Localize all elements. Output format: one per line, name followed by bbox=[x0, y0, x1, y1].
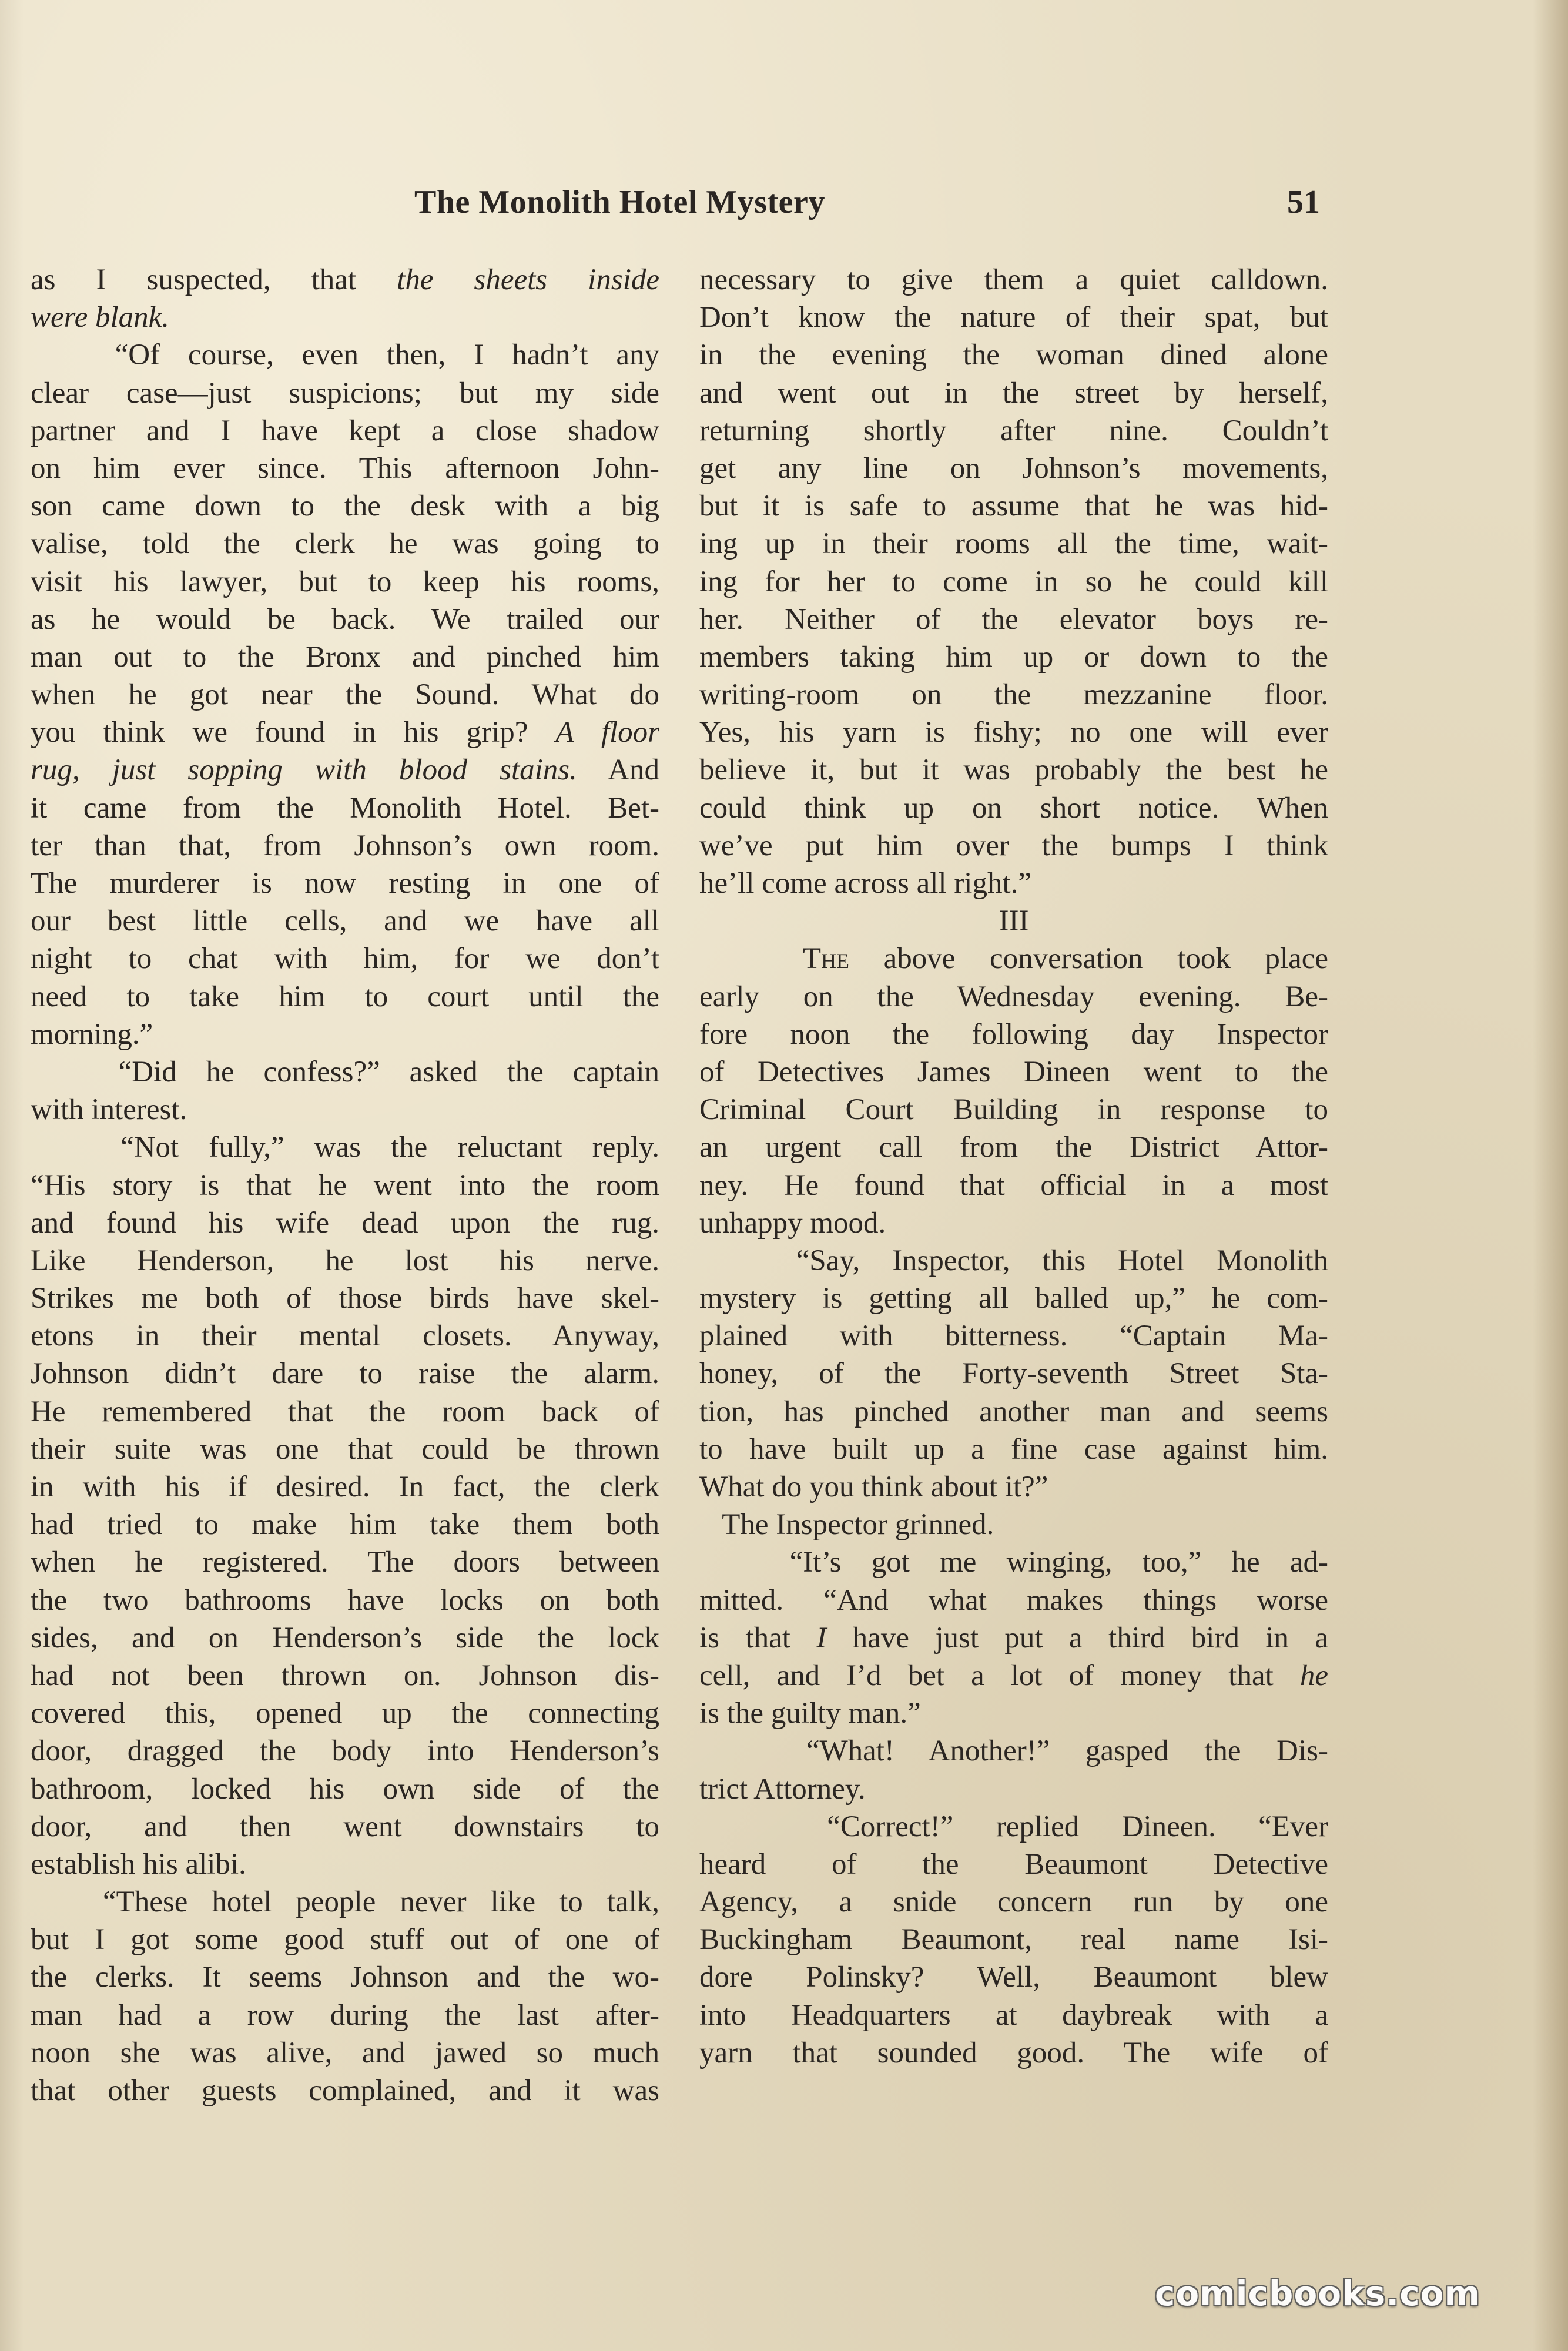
text-line bbox=[699, 1883, 1328, 1921]
text-line bbox=[699, 1393, 1328, 1431]
line-text: “Not fully,” was the reluctant reply. bbox=[31, 1131, 659, 1164]
line-text: covered this, opened up the connecting bbox=[31, 1697, 659, 1730]
line-text: Criminal Court Building in response to bbox=[699, 1093, 1328, 1127]
text-line bbox=[31, 1468, 659, 1506]
text-line bbox=[31, 1242, 659, 1280]
line-text: her. Neither of the elevator boys re- bbox=[699, 602, 1328, 636]
text-line bbox=[31, 1582, 659, 1619]
line-text: could think up on short notice. When bbox=[699, 791, 1328, 825]
text-line bbox=[31, 1883, 659, 1921]
text-line bbox=[31, 1657, 659, 1694]
text-line bbox=[31, 1355, 659, 1392]
line-text: and found his wife dead upon the rug. bbox=[31, 1206, 659, 1240]
text-line bbox=[31, 1997, 659, 2034]
text-line bbox=[699, 1506, 1328, 1543]
text-line bbox=[31, 1958, 659, 1996]
line-text: And bbox=[577, 753, 659, 787]
line-text: partner and I have kept a close shadow bbox=[31, 414, 659, 447]
line-text: What do you think about it?” bbox=[699, 1471, 1048, 1503]
text-line bbox=[699, 1770, 1328, 1808]
line-text: mystery is getting all balled up,” he com- bbox=[699, 1282, 1328, 1315]
text-line bbox=[699, 940, 1328, 977]
line-text: you think we found in his grip? bbox=[31, 716, 556, 749]
line-text: to have built up a fine case against him. bbox=[699, 1432, 1328, 1466]
line-text: noon she was alive, and jawed so much bbox=[31, 2036, 659, 2069]
line-text: “What! Another!” gasped the Dis- bbox=[699, 1734, 1328, 1768]
text-line bbox=[31, 1091, 659, 1128]
site-watermark: comicbooks.com bbox=[1155, 2273, 1480, 2313]
line-text: above conversation took place bbox=[849, 942, 1328, 976]
line-text: “Did he confess?” asked the captain bbox=[31, 1055, 659, 1089]
text-line bbox=[31, 1808, 659, 1846]
text-line bbox=[31, 1431, 659, 1468]
line-text: an urgent call from the District Attor- bbox=[699, 1131, 1328, 1164]
line-text: necessary to give them a quiet calldown. bbox=[699, 263, 1328, 296]
line-text: early on the Wednesday evening. Be- bbox=[699, 980, 1328, 1013]
text-line bbox=[31, 487, 659, 525]
line-text: that other guests complained, and it was bbox=[31, 2074, 659, 2107]
text-line bbox=[699, 563, 1328, 601]
italic-text: A floor bbox=[555, 716, 659, 749]
text-line bbox=[31, 299, 659, 336]
text-line bbox=[31, 1619, 659, 1657]
text-line bbox=[31, 1393, 659, 1431]
left-text-column bbox=[31, 261, 659, 2109]
italic-text: the sheets inside bbox=[397, 263, 659, 296]
line-text: Agency, a snide concern run by one bbox=[699, 1886, 1328, 1919]
text-line bbox=[699, 1242, 1328, 1280]
page-header bbox=[29, 183, 1322, 225]
text-line bbox=[699, 865, 1328, 902]
line-text: returning shortly after nine. Couldn’t bbox=[699, 414, 1328, 447]
text-line bbox=[699, 827, 1328, 865]
text-line bbox=[699, 1958, 1328, 1996]
line-text: unhappy mood. bbox=[699, 1206, 886, 1240]
line-text: we’ve put him over the bumps I think bbox=[699, 829, 1328, 862]
line-text: visit his lawyer, but to keep his rooms, bbox=[31, 565, 659, 598]
line-text: heard of the Beaumont Detective bbox=[699, 1847, 1328, 1881]
text-line bbox=[31, 1770, 659, 1808]
line-text: honey, of the Forty-seventh Street Sta- bbox=[699, 1357, 1328, 1391]
text-line bbox=[31, 865, 659, 902]
text-line bbox=[31, 1846, 659, 1883]
line-text: “It’s got me winging, too,” he ad- bbox=[699, 1546, 1328, 1579]
text-line bbox=[699, 1091, 1328, 1128]
line-text: have just put a third bird in a bbox=[826, 1621, 1328, 1655]
line-text: in with his if desired. In fact, the clerk bbox=[31, 1471, 659, 1503]
running-title: The Monolith Hotel Mystery bbox=[414, 184, 825, 220]
text-line bbox=[31, 1317, 659, 1355]
text-line bbox=[699, 1808, 1328, 1846]
text-line bbox=[699, 601, 1328, 638]
line-text: “These hotel people never like to talk, bbox=[31, 1886, 659, 1919]
text-line bbox=[699, 714, 1328, 751]
text-line bbox=[699, 299, 1328, 336]
text-line bbox=[699, 1204, 1328, 1242]
line-text: door, dragged the body into Henderson’s bbox=[31, 1734, 659, 1768]
text-line bbox=[699, 1694, 1328, 1732]
text-line bbox=[31, 525, 659, 562]
line-text: when he registered. The doors between bbox=[31, 1546, 659, 1579]
line-text: had not been thrown on. Johnson dis- bbox=[31, 1659, 659, 1692]
line-text: believe it, but it was probably the best he bbox=[699, 753, 1328, 787]
line-text: ney. He found that official in a most bbox=[699, 1168, 1328, 1202]
line-text: dore Polinsky? Well, Beaumont blew bbox=[699, 1961, 1328, 1994]
italic-text: I bbox=[816, 1621, 827, 1655]
text-line bbox=[699, 1317, 1328, 1355]
line-text: as he would be back. We trailed our bbox=[31, 602, 659, 636]
line-text: of Detectives James Dineen went to the bbox=[699, 1055, 1328, 1089]
line-text: Johnson didn’t dare to raise the alarm. bbox=[31, 1357, 659, 1391]
line-text: III bbox=[999, 905, 1029, 938]
text-line bbox=[31, 1694, 659, 1732]
line-text: son came down to the desk with a big bbox=[31, 490, 659, 523]
line-text: in the evening the woman dined alone bbox=[699, 339, 1328, 372]
line-text: our best little cells, and we have all bbox=[31, 905, 659, 938]
line-text: Buckingham Beaumont, real name Isi- bbox=[699, 1923, 1328, 1957]
text-line bbox=[699, 1355, 1328, 1392]
line-text: The Inspector grinned. bbox=[699, 1508, 994, 1542]
line-text: ing for her to come in so he could kill bbox=[699, 565, 1328, 598]
line-text: valise, told the clerk he was going to bbox=[31, 527, 659, 561]
page-number: 51 bbox=[1287, 184, 1320, 220]
text-line bbox=[31, 1543, 659, 1581]
text-line bbox=[31, 1506, 659, 1543]
text-line bbox=[31, 450, 659, 487]
text-line bbox=[699, 1431, 1328, 1468]
line-text: on him ever since. This afternoon John- bbox=[31, 451, 659, 485]
line-text: yarn that sounded good. The wife of bbox=[699, 2036, 1328, 2069]
line-text: but it is safe to assume that he was hid- bbox=[699, 490, 1328, 523]
text-line bbox=[31, 1053, 659, 1091]
text-line bbox=[699, 1128, 1328, 1166]
text-line bbox=[699, 487, 1328, 525]
text-line bbox=[31, 563, 659, 601]
text-line bbox=[31, 1921, 659, 1958]
line-text: had tried to make him take them both bbox=[31, 1508, 659, 1542]
line-text: sides, and on Henderson’s side the lock bbox=[31, 1621, 659, 1655]
line-text: The murderer is now resting in one of bbox=[31, 867, 659, 900]
text-line bbox=[699, 751, 1328, 789]
right-text-column bbox=[699, 261, 1328, 2072]
text-line bbox=[31, 1280, 659, 1317]
text-line bbox=[699, 676, 1328, 714]
text-line bbox=[31, 940, 659, 977]
line-text: he’ll come across all right.” bbox=[699, 867, 1032, 900]
line-text: into Headquarters at daybreak with a bbox=[699, 1998, 1328, 2032]
text-line bbox=[31, 978, 659, 1016]
text-line bbox=[31, 789, 659, 827]
text-line bbox=[699, 1280, 1328, 1317]
text-line bbox=[31, 412, 659, 450]
section-heading bbox=[699, 902, 1328, 940]
text-line bbox=[699, 2034, 1328, 2072]
line-text: “His story is that he went into the room bbox=[31, 1168, 659, 1202]
line-text: need to take him to court until the bbox=[31, 980, 659, 1013]
text-line bbox=[699, 1732, 1328, 1770]
text-line bbox=[31, 2034, 659, 2072]
line-text: the clerks. It seems Johnson and the wo- bbox=[31, 1961, 659, 1994]
line-text: ing up in their rooms all the time, wait- bbox=[699, 527, 1328, 561]
text-line bbox=[31, 336, 659, 374]
text-line bbox=[31, 1167, 659, 1204]
text-line bbox=[31, 1732, 659, 1770]
text-line bbox=[699, 638, 1328, 676]
line-text: He remembered that the room back of bbox=[31, 1395, 659, 1428]
text-line bbox=[699, 1582, 1328, 1619]
text-line bbox=[699, 1016, 1328, 1053]
line-text: their suite was one that could be thrown bbox=[31, 1432, 659, 1466]
line-text: establish his alibi. bbox=[31, 1847, 246, 1881]
line-text: the two bathrooms have locks on both bbox=[31, 1583, 659, 1617]
line-text: with interest. bbox=[31, 1093, 187, 1127]
text-line bbox=[699, 261, 1328, 299]
line-text: it came from the Monolith Hotel. Bet- bbox=[31, 791, 659, 825]
line-text: “Of course, even then, I hadn’t any bbox=[31, 339, 659, 372]
line-text: night to chat with him, for we don’t bbox=[31, 942, 659, 976]
text-line bbox=[699, 450, 1328, 487]
line-text: trict Attorney. bbox=[699, 1772, 866, 1806]
line-text: cell, and I’d bet a lot of money that bbox=[699, 1659, 1300, 1692]
line-text: Don’t know the nature of their spat, but bbox=[699, 301, 1328, 334]
page-edge-shadow bbox=[1533, 0, 1568, 2351]
text-line bbox=[31, 902, 659, 940]
text-line bbox=[699, 1921, 1328, 1958]
text-line bbox=[699, 1657, 1328, 1694]
text-line bbox=[31, 827, 659, 865]
line-text: get any line on Johnson’s movements, bbox=[699, 451, 1328, 485]
line-text: Strikes me both of those birds have skel- bbox=[31, 1282, 659, 1315]
line-text: is that bbox=[699, 1621, 817, 1655]
line-text: Like Henderson, he lost his nerve. bbox=[31, 1244, 659, 1277]
line-text: man had a row during the last after- bbox=[31, 1998, 659, 2032]
line-text: but I got some good stuff out of one of bbox=[31, 1923, 659, 1957]
line-text: man out to the Bronx and pinched him bbox=[31, 640, 659, 674]
text-line bbox=[699, 336, 1328, 374]
line-text: when he got near the Sound. What do bbox=[31, 678, 659, 712]
text-line bbox=[31, 1204, 659, 1242]
line-text: plained with bitterness. “Captain Ma- bbox=[699, 1319, 1328, 1353]
text-line bbox=[699, 1543, 1328, 1581]
text-line bbox=[31, 601, 659, 638]
text-line bbox=[699, 1997, 1328, 2034]
line-text: morning.” bbox=[31, 1017, 153, 1051]
text-line bbox=[31, 676, 659, 714]
line-text: and went out in the street by herself, bbox=[699, 376, 1328, 410]
line-text: bathroom, locked his own side of the bbox=[31, 1772, 659, 1806]
text-line bbox=[699, 1167, 1328, 1204]
italic-text: rug, just sopping with blood stains. bbox=[31, 753, 577, 787]
line-text: writing-room on the mezzanine floor. bbox=[699, 678, 1328, 712]
text-line bbox=[699, 1846, 1328, 1883]
line-text: members taking him up or down to the bbox=[699, 640, 1328, 674]
text-line bbox=[31, 1128, 659, 1166]
text-line bbox=[31, 638, 659, 676]
text-line bbox=[699, 978, 1328, 1016]
text-line bbox=[699, 1468, 1328, 1506]
line-text: etons in their mental closets. Anyway, bbox=[31, 1319, 659, 1353]
small-caps-text: The bbox=[802, 942, 849, 976]
line-text: tion, has pinched another man and seems bbox=[699, 1395, 1328, 1428]
line-text: clear case—just suspicions; but my side bbox=[31, 376, 659, 410]
line-text: “Correct!” replied Dineen. “Ever bbox=[699, 1810, 1328, 1843]
text-line bbox=[31, 261, 659, 299]
line-text: mitted. “And what makes things worse bbox=[699, 1583, 1328, 1617]
line-text: fore noon the following day Inspector bbox=[699, 1017, 1328, 1051]
line-text: is the guilty man.” bbox=[699, 1697, 921, 1730]
text-line bbox=[699, 789, 1328, 827]
text-line bbox=[31, 714, 659, 751]
text-line bbox=[699, 1619, 1328, 1657]
line-text bbox=[699, 942, 803, 975]
text-line bbox=[699, 412, 1328, 450]
text-line bbox=[699, 374, 1328, 412]
line-text: as I suspected, that bbox=[31, 263, 397, 296]
italic-text: were blank. bbox=[31, 301, 170, 334]
text-line bbox=[31, 751, 659, 789]
line-text: ter than that, from Johnson’s own room. bbox=[31, 829, 659, 862]
text-line bbox=[31, 1016, 659, 1053]
italic-text: he bbox=[1299, 1659, 1328, 1692]
text-line bbox=[31, 374, 659, 412]
text-line bbox=[699, 1053, 1328, 1091]
line-text: Yes, his yarn is fishy; no one will ever bbox=[699, 716, 1328, 749]
line-text: “Say, Inspector, this Hotel Monolith bbox=[699, 1244, 1328, 1277]
text-line bbox=[31, 2072, 659, 2109]
text-line bbox=[699, 525, 1328, 562]
line-text: door, and then went downstairs to bbox=[31, 1810, 659, 1843]
